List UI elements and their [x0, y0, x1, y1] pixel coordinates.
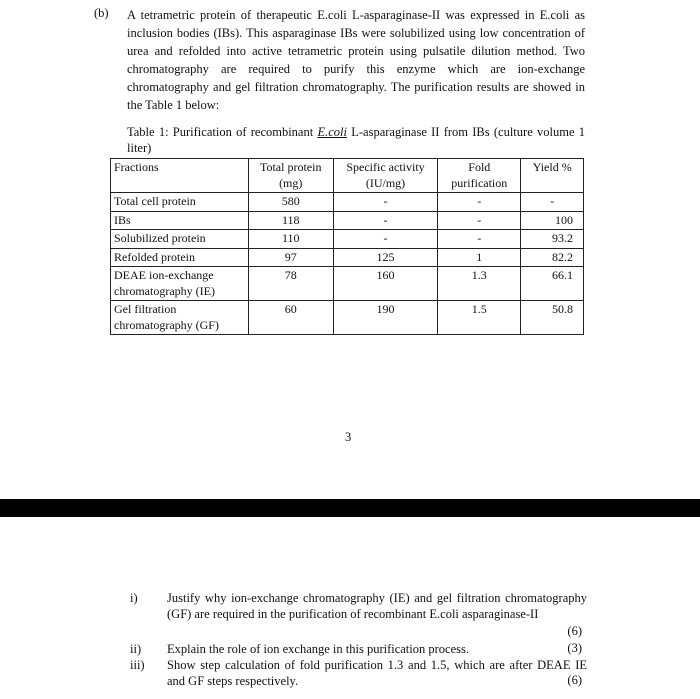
intro-paragraph: A tetrametric protein of therapeutic E.coli L-asparaginase-II was expressed in E.coli as inclusion bodies (IBs). This asparaginase IBs were solubilized using low concentration of urea and refolded into active tetrametric protein using pulsatile dilution method. Two chromatography are required to purify this enzyme which are ion-exchange chromatography and gel filtration chromatography. The purification results are showed in the Table 1 below:	[127, 8, 585, 112]
lower-sheet	[0, 517, 700, 699]
cell-fraction: DEAE ion-exchange chromatography (IE)	[111, 267, 249, 301]
cell-fraction: Total cell protein	[111, 193, 249, 212]
header-specific-activity: Specific activity (IU/mg)	[333, 159, 437, 193]
cell-yield: 93.2	[521, 230, 584, 249]
cell-yield: 50.8	[521, 301, 584, 335]
cell-yield: 66.1	[521, 267, 584, 301]
cell-specific-activity: 125	[333, 248, 437, 267]
table-row	[111, 248, 584, 267]
question-text: Justify why ion-exchange chromatography (IE) and gel filtration chromatography (GF) are required in the purification of recombinant E.coli asparaginase-II	[167, 591, 587, 621]
table-row	[111, 193, 584, 212]
cell-fold: -	[438, 211, 521, 230]
caption-suffix: L-asparaginase II from IBs (culture volume 1 liter)	[127, 125, 585, 155]
question-number: i)	[130, 591, 138, 605]
caption-organism: E.coli	[317, 125, 347, 139]
cell-fold: 1.5	[438, 301, 521, 335]
part-label: (b)	[94, 6, 109, 20]
cell-yield: -	[521, 193, 584, 212]
table-row	[111, 301, 584, 335]
question-text: Show step calculation of fold purification 1.3 and 1.5, which are after DEAE IE and GF steps respectively.	[167, 658, 587, 688]
cell-total-protein: 580	[248, 193, 333, 212]
cell-yield: 82.2	[521, 248, 584, 267]
cell-specific-activity: -	[333, 193, 437, 212]
cell-yield: 100	[521, 211, 584, 230]
cell-fold: -	[438, 230, 521, 249]
table-caption	[127, 124, 585, 156]
page-divider	[0, 499, 700, 517]
cell-total-protein: 97	[248, 248, 333, 267]
question-text: Explain the role of ion exchange in this purification process.	[167, 642, 469, 656]
header-fractions: Fractions	[111, 159, 249, 193]
cell-fraction: IBs	[111, 211, 249, 230]
cell-fold: 1	[438, 248, 521, 267]
table-row	[111, 267, 584, 301]
cell-fraction: Refolded protein	[111, 248, 249, 267]
caption-prefix: Table 1: Purification of recombinant	[127, 125, 318, 139]
cell-specific-activity: 160	[333, 267, 437, 301]
cell-fold: -	[438, 193, 521, 212]
cell-specific-activity: 190	[333, 301, 437, 335]
table-header-row	[111, 159, 584, 193]
question-marks: (6)	[567, 673, 582, 687]
cell-total-protein: 78	[248, 267, 333, 301]
cell-fraction: Gel filtration chromatography (GF)	[111, 301, 249, 335]
header-total-protein: Total protein (mg)	[248, 159, 333, 193]
question-number: ii)	[130, 642, 142, 656]
table-row	[111, 211, 584, 230]
cell-fold: 1.3	[438, 267, 521, 301]
cell-specific-activity: -	[333, 230, 437, 249]
table-row	[111, 230, 584, 249]
page-number: 3	[345, 430, 352, 444]
question-marks: (3)	[567, 641, 582, 655]
question-number: iii)	[130, 658, 145, 672]
question-marks: (6)	[567, 624, 582, 638]
cell-total-protein: 118	[248, 211, 333, 230]
header-fold-purification: Fold purification	[438, 159, 521, 193]
cell-fraction: Solubilized protein	[111, 230, 249, 249]
header-yield: Yield %	[521, 159, 584, 193]
cell-specific-activity: -	[333, 211, 437, 230]
cell-total-protein: 60	[248, 301, 333, 335]
purification-table	[110, 158, 584, 335]
cell-total-protein: 110	[248, 230, 333, 249]
